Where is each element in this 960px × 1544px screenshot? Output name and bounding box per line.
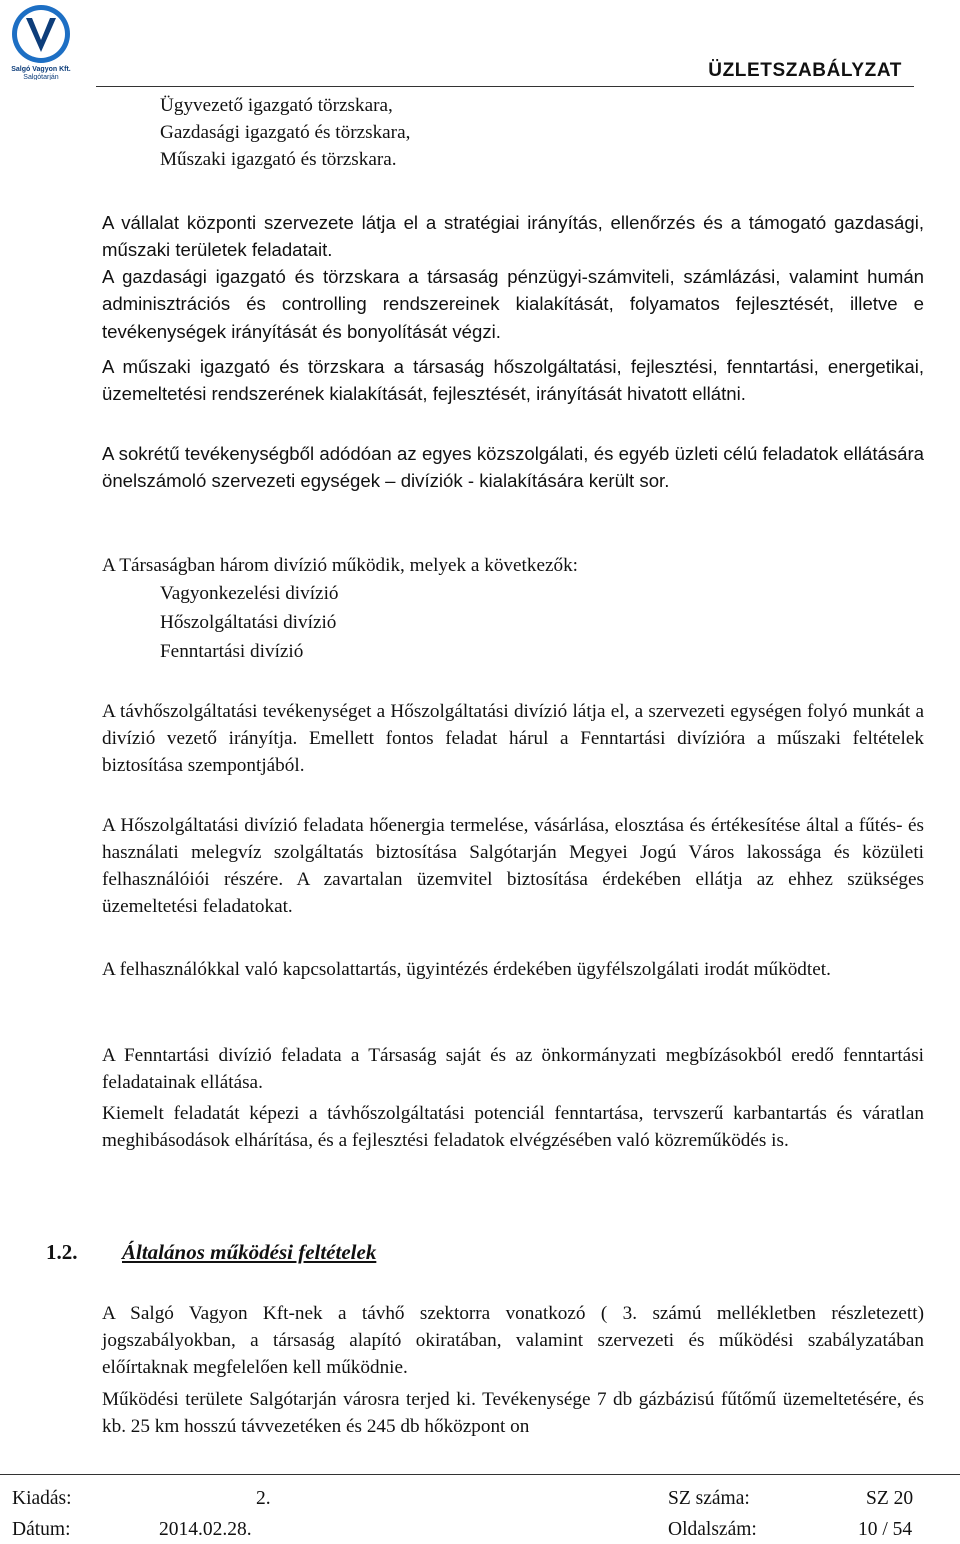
para-heat-service-division: A Hőszolgáltatási divízió feladata hőenergia termelése, vásárlása, elosztása és értékesítése által a fűtés- és használati melegvíz szolgáltatás biztosítása Salgótarján Megyei Jogú Város lakossága és közületi felhasználóiói részére. A zavartalan üzemvitel biztosítása érdekében ellátja az ehhez szükséges üzemeltetési feladatokat. [102, 815, 924, 917]
footer-date-value: 2014.02.28. [159, 1519, 252, 1540]
division-list-item: Hőszolgáltatási divízió [160, 612, 337, 633]
para-maintenance-division: A Fenntartási divízió feladata a Társaság saját és az önkormányzati megbízásokból eredő fenntartási feladatainak ellátása. [102, 1045, 924, 1093]
para-central-organization: A vállalat központi szervezete látja el a stratégiai irányítás, ellenőrzés és a támogató gazdasági, műszaki területek feladatait. [102, 212, 924, 261]
footer-sz-value: SZ 20 [866, 1488, 914, 1509]
para-customer-service: A felhasználókkal való kapcsolattartás, ügyintézés érdekében ügyfélszolgálati irodát működtet. [102, 959, 831, 980]
para-district-heating: A távhőszolgáltatási tevékenységet a Hőszolgáltatási divízió látja el, a szervezeti egységen folyó munkát a divízió vezető irányítja. Emellett fontos feladat hárul a Fenntartási divízióra a műszaki feltételek biztosítása szempontjából. [102, 701, 924, 776]
footer-page-label: Oldalszám: [668, 1519, 757, 1540]
svg-text:Salgótarján: Salgótarján [23, 74, 59, 80]
footer-sz-label: SZ száma: [668, 1488, 750, 1509]
footer-page-value: 10 / 54 [858, 1519, 913, 1540]
footer-divider [0, 1474, 960, 1475]
para-divisions-intro: A Társaságban három divízió működik, melyek a következők: [102, 555, 579, 576]
para-priority-tasks: Kiemelt feladatát képezi a távhőszolgáltatási potenciál fenntartása, tervszerű karbantartás és váratlan meghibásodások elhárítása, és a fejlesztési feladatok elvégzésében való közreműködés is. [102, 1103, 924, 1151]
staff-list: Ügyvezető igazgató törzskara, Gazdasági igazgató és törzskara, Műszaki igazgató és törzskara. [160, 95, 411, 170]
footer-date-label: Dátum: [12, 1519, 71, 1540]
footer-edition-label: Kiadás: [12, 1488, 72, 1509]
para-operating-area: Működési területe Salgótarján városra terjed ki. Tevékenysége 7 db gázbázisú fűtőmű üzemeltetésére, és kb. 25 km hosszú távvezetéken és 245 db hőközpont on [102, 1389, 924, 1437]
para-divisions-formed: A sokrétű tevékenységből adódóan az egyes közszolgálati, és egyéb üzleti célú feladatok ellátására önelszámoló szervezeti egységek – divíziók - kialakítására került sor. [102, 443, 924, 492]
header-divider [96, 86, 914, 87]
section-title: Általános működési feltételek [122, 1240, 377, 1264]
para-economic-director: A gazdasági igazgató és törzskara a társaság pénzügyi-számviteli, számlázási, valamint humán adminisztrációs és controlling rendszereinek kialakítását, folyamatos fejlesztését, illetve e tevékenységek irányítását és bonyolítását végzi. [102, 266, 924, 342]
document-title: ÜZLETSZABÁLYZAT [708, 60, 902, 81]
company-logo [4, 2, 78, 80]
division-list-item: Vagyonkezelési divízió [160, 583, 339, 604]
section-number: 1.2. [46, 1240, 78, 1264]
para-technical-director: A műszaki igazgató és törzskara a társaság hőszolgáltatási, fejlesztési, fenntartási, energetikai, üzemeltetési rendszerének kialakítását, fejlesztését, irányítását hivatott ellátni. [102, 356, 924, 405]
svg-text:Salgó Vagyon Kft.: Salgó Vagyon Kft. [11, 66, 71, 73]
para-operating-rules: A Salgó Vagyon Kft-nek a távhő szektorra vonatkozó ( 3. számú mellékletben részletezett) jogszabályokban, a társaság alapító okiratában, valamint szervezeti és működési szabályzatában előírtaknak megfelelően kell működnie. [102, 1303, 924, 1378]
division-list-item: Fenntartási divízió [160, 641, 304, 662]
footer-edition-value: 2. [256, 1488, 271, 1509]
